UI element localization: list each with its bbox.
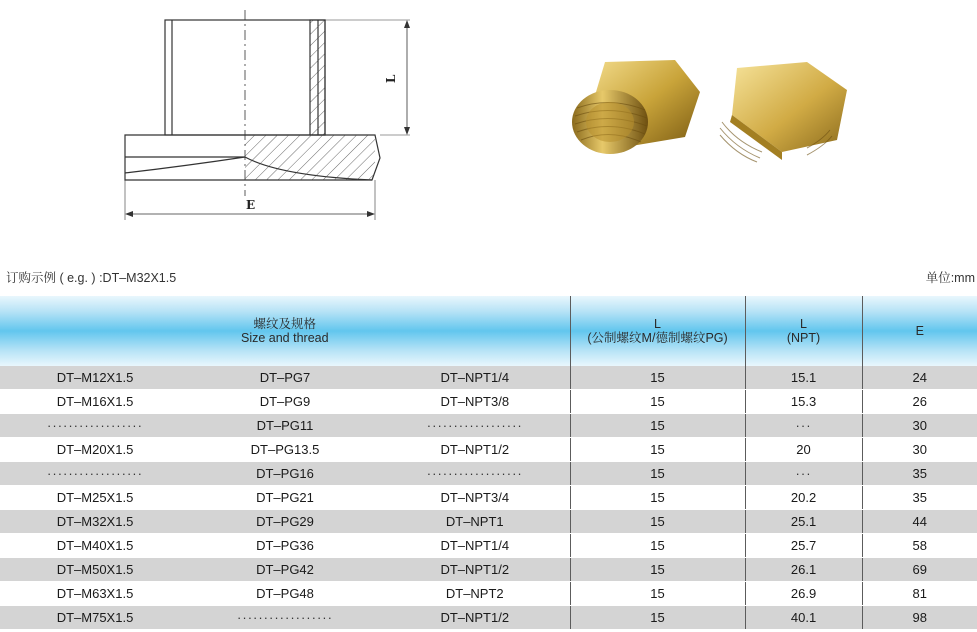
cell-npt-thread: DT–NPT1/2: [380, 438, 570, 462]
cell-npt-thread: ··················: [380, 462, 570, 486]
cell-e: 58: [862, 534, 977, 558]
cell-length-npt: 15.1: [745, 366, 862, 390]
header-e: E: [862, 296, 977, 366]
table-row: [0, 438, 977, 462]
header-l-metric-line2: (公制螺纹M/德制螺纹PG): [587, 331, 728, 345]
cell-pg-thread: DT–PG13.5: [190, 438, 380, 462]
cell-pg-thread: DT–PG11: [190, 414, 380, 438]
cell-e: 69: [862, 558, 977, 582]
cell-length: 15: [570, 606, 745, 630]
cell-length-npt: 20: [745, 438, 862, 462]
cell-pg-thread: DT–PG42: [190, 558, 380, 582]
cell-length: 15: [570, 366, 745, 390]
cell-length-npt: 25.7: [745, 534, 862, 558]
header-thread-en: Size and thread: [240, 331, 329, 345]
cell-length: 15: [570, 534, 745, 558]
cell-e: 30: [862, 414, 977, 438]
cell-length: 15: [570, 558, 745, 582]
order-example-text: 订购示例 ( e.g. ) :DT–M32X1.5: [6, 271, 177, 285]
unit-label: 单位:mm: [925, 271, 975, 285]
cell-npt-thread: DT–NPT1: [380, 510, 570, 534]
cell-metric-thread: DT–M63X1.5: [0, 582, 190, 606]
cell-length: 15: [570, 462, 745, 486]
header-l-metric: [570, 296, 745, 366]
cell-metric-thread: ··················: [0, 414, 190, 438]
cell-length-npt: 15.3: [745, 390, 862, 414]
table-row: [0, 510, 977, 534]
cell-length-npt: 40.1: [745, 606, 862, 630]
cell-length-npt: 26.9: [745, 582, 862, 606]
header-thread: [0, 296, 570, 366]
table-row: [0, 558, 977, 582]
table-row: [0, 366, 977, 390]
cell-length: 15: [570, 414, 745, 438]
cell-pg-thread: DT–PG9: [190, 390, 380, 414]
cell-pg-thread: DT–PG48: [190, 582, 380, 606]
table-row: [0, 534, 977, 558]
cell-metric-thread: ··················: [0, 462, 190, 486]
cell-e: 26: [862, 390, 977, 414]
brass-plug-image-alt: [712, 60, 857, 165]
cell-npt-thread: DT–NPT1/2: [380, 606, 570, 630]
dim-label-l: L: [384, 74, 398, 83]
cell-length-npt: 25.1: [745, 510, 862, 534]
cell-npt-thread: DT–NPT3/8: [380, 390, 570, 414]
cell-npt-thread: DT–NPT3/4: [380, 486, 570, 510]
cell-npt-thread: DT–NPT2: [380, 582, 570, 606]
cell-e: 35: [862, 486, 977, 510]
table-body: [0, 366, 977, 630]
cell-e: 35: [862, 462, 977, 486]
cell-length: 15: [570, 390, 745, 414]
cell-length: 15: [570, 486, 745, 510]
table-row: [0, 390, 977, 414]
cell-metric-thread: DT–M32X1.5: [0, 510, 190, 534]
brass-plug-image: [565, 52, 705, 162]
cell-npt-thread: DT–NPT1/4: [380, 534, 570, 558]
cell-e: 44: [862, 510, 977, 534]
cell-length-npt: 20.2: [745, 486, 862, 510]
cell-metric-thread: DT–M20X1.5: [0, 438, 190, 462]
cell-pg-thread: DT–PG29: [190, 510, 380, 534]
cell-metric-thread: DT–M25X1.5: [0, 486, 190, 510]
technical-drawing: [110, 8, 430, 223]
cell-pg-thread: DT–PG21: [190, 486, 380, 510]
cell-length-npt: ···: [745, 462, 862, 486]
table-header-row: [0, 296, 977, 366]
table-row: [0, 606, 977, 630]
cell-npt-thread: DT–NPT1/2: [380, 558, 570, 582]
cell-metric-thread: DT–M50X1.5: [0, 558, 190, 582]
spec-table: [0, 296, 977, 630]
header-l-metric-line1: L: [654, 317, 661, 331]
dim-label-e: E: [246, 198, 256, 212]
cell-npt-thread: DT–NPT1/4: [380, 366, 570, 390]
table-row: [0, 582, 977, 606]
cell-length-npt: ···: [745, 414, 862, 438]
cell-e: 24: [862, 366, 977, 390]
table-row: [0, 414, 977, 438]
header-l-npt-line1: L: [800, 317, 807, 331]
cell-pg-thread: ··················: [190, 606, 380, 630]
table-row: [0, 462, 977, 486]
cell-length: 15: [570, 510, 745, 534]
cell-e: 30: [862, 438, 977, 462]
cell-length-npt: 26.1: [745, 558, 862, 582]
cell-pg-thread: DT–PG16: [190, 462, 380, 486]
header-thread-zh: 螺纹及规格: [253, 317, 317, 331]
cell-e: 98: [862, 606, 977, 630]
table-row: [0, 486, 977, 510]
header-l-npt: [745, 296, 862, 366]
cell-metric-thread: DT–M12X1.5: [0, 366, 190, 390]
cell-pg-thread: DT–PG7: [190, 366, 380, 390]
cell-length: 15: [570, 582, 745, 606]
cell-pg-thread: DT–PG36: [190, 534, 380, 558]
cell-length: 15: [570, 438, 745, 462]
cell-e: 81: [862, 582, 977, 606]
header-l-npt-line2: (NPT): [786, 331, 821, 345]
cell-npt-thread: ··················: [380, 414, 570, 438]
cell-metric-thread: DT–M75X1.5: [0, 606, 190, 630]
cell-metric-thread: DT–M40X1.5: [0, 534, 190, 558]
cell-metric-thread: DT–M16X1.5: [0, 390, 190, 414]
